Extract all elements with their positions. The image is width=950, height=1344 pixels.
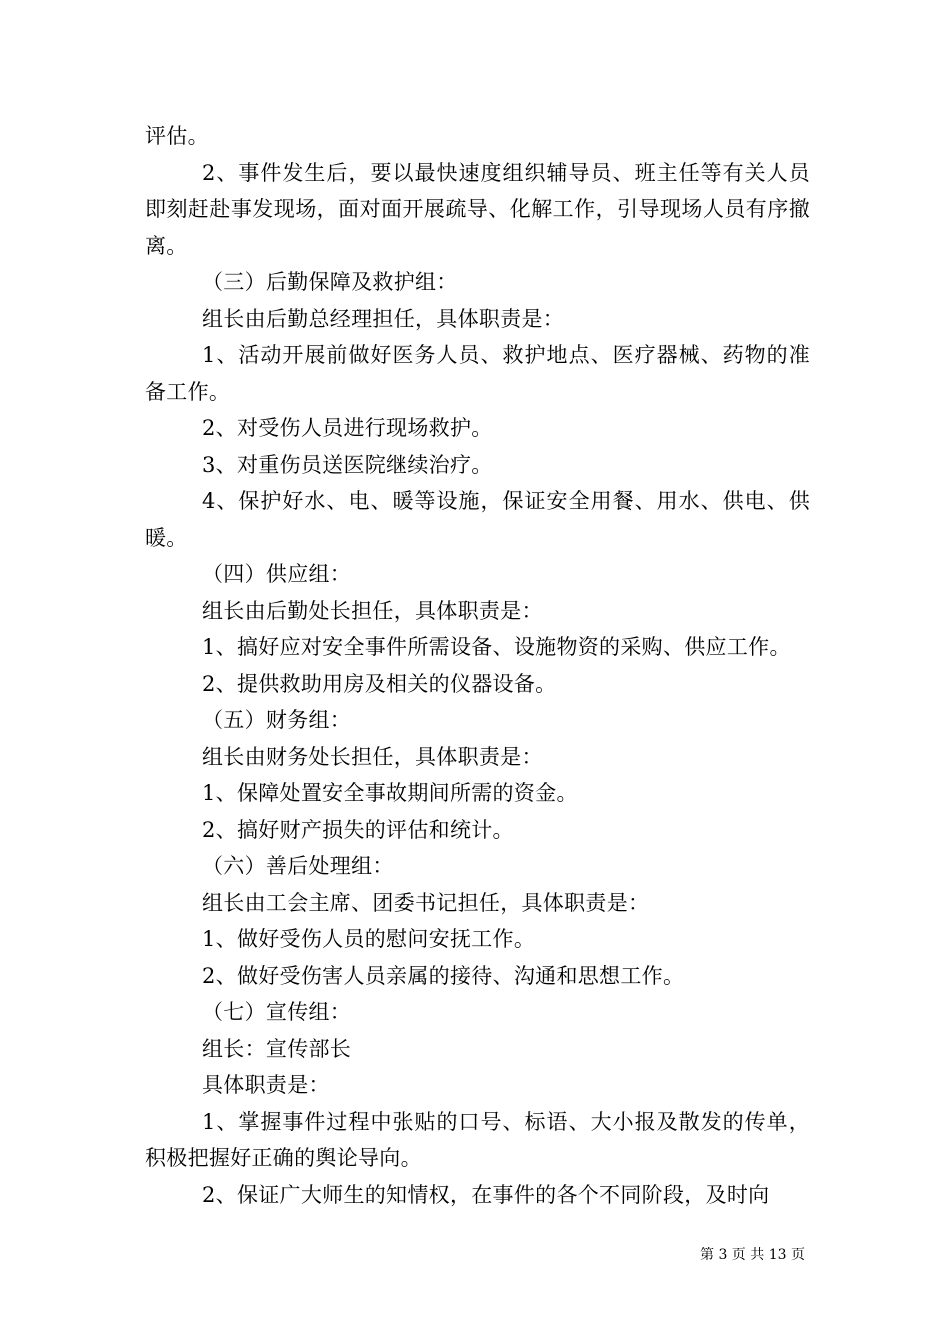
page-number-footer: 第 3 页 共 13 页 [700, 1247, 805, 1263]
document-body [145, 118, 810, 1213]
paragraph: 2、事件发生后，要以最快速度组织辅导员、班主任等有关人员即刻赶赴事发现场，面对面开展疏导、化解工作，引导现场人员有序撤离。 [145, 160, 810, 258]
paragraph: 2、提供救助用房及相关的仪器设备。 [202, 671, 557, 696]
paragraph: 组长由后勤处长担任，具体职责是： [202, 598, 543, 623]
paragraph: 1、搞好应对安全事件所需设备、设施物资的采购、供应工作。 [202, 635, 791, 659]
paragraph: 4、保护好水、电、暖等设施，保证安全用餐、用水、供电、供暖。 [145, 489, 810, 550]
paragraph: 组长由工会主席、团委书记担任，具体职责是： [202, 890, 650, 915]
paragraph: 3、对重伤员送医院继续治疗。 [202, 452, 493, 477]
paragraph: 组长：宣传部长 [202, 1036, 352, 1061]
paragraph: 1、活动开展前做好医务人员、救护地点、医疗器械、药物的准备工作。 [145, 343, 810, 404]
section-heading: （三）后勤保障及救护组： [202, 270, 458, 294]
section-heading: （四）供应组： [202, 562, 352, 586]
paragraph: 评估。 [145, 124, 209, 148]
section-heading: （六）善后处理组： [202, 854, 394, 878]
paragraph: 1、掌握事件过程中张贴的口号、标语、大小报及散发的传单，积极把握好正确的舆论导向。 [145, 1109, 810, 1170]
paragraph: 2、对受伤人员进行现场救护。 [202, 416, 493, 440]
section-heading: （七）宣传组： [202, 1000, 352, 1024]
section-heading: （五）财务组： [202, 708, 352, 732]
paragraph: 组长由后勤总经理担任，具体职责是： [202, 306, 565, 331]
paragraph: 1、做好受伤人员的慰问安抚工作。 [202, 927, 536, 951]
paragraph: 2、保证广大师生的知情权，在事件的各个不同阶段，及时向 [202, 1182, 770, 1207]
paragraph: 2、做好受伤害人员亲属的接待、沟通和思想工作。 [202, 963, 685, 988]
paragraph: 组长由财务处长担任，具体职责是： [202, 744, 543, 769]
paragraph: 1、保障处置安全事故期间所需的资金。 [202, 781, 578, 805]
paragraph: 2、搞好财产损失的评估和统计。 [202, 817, 514, 842]
paragraph: 具体职责是： [202, 1073, 330, 1097]
